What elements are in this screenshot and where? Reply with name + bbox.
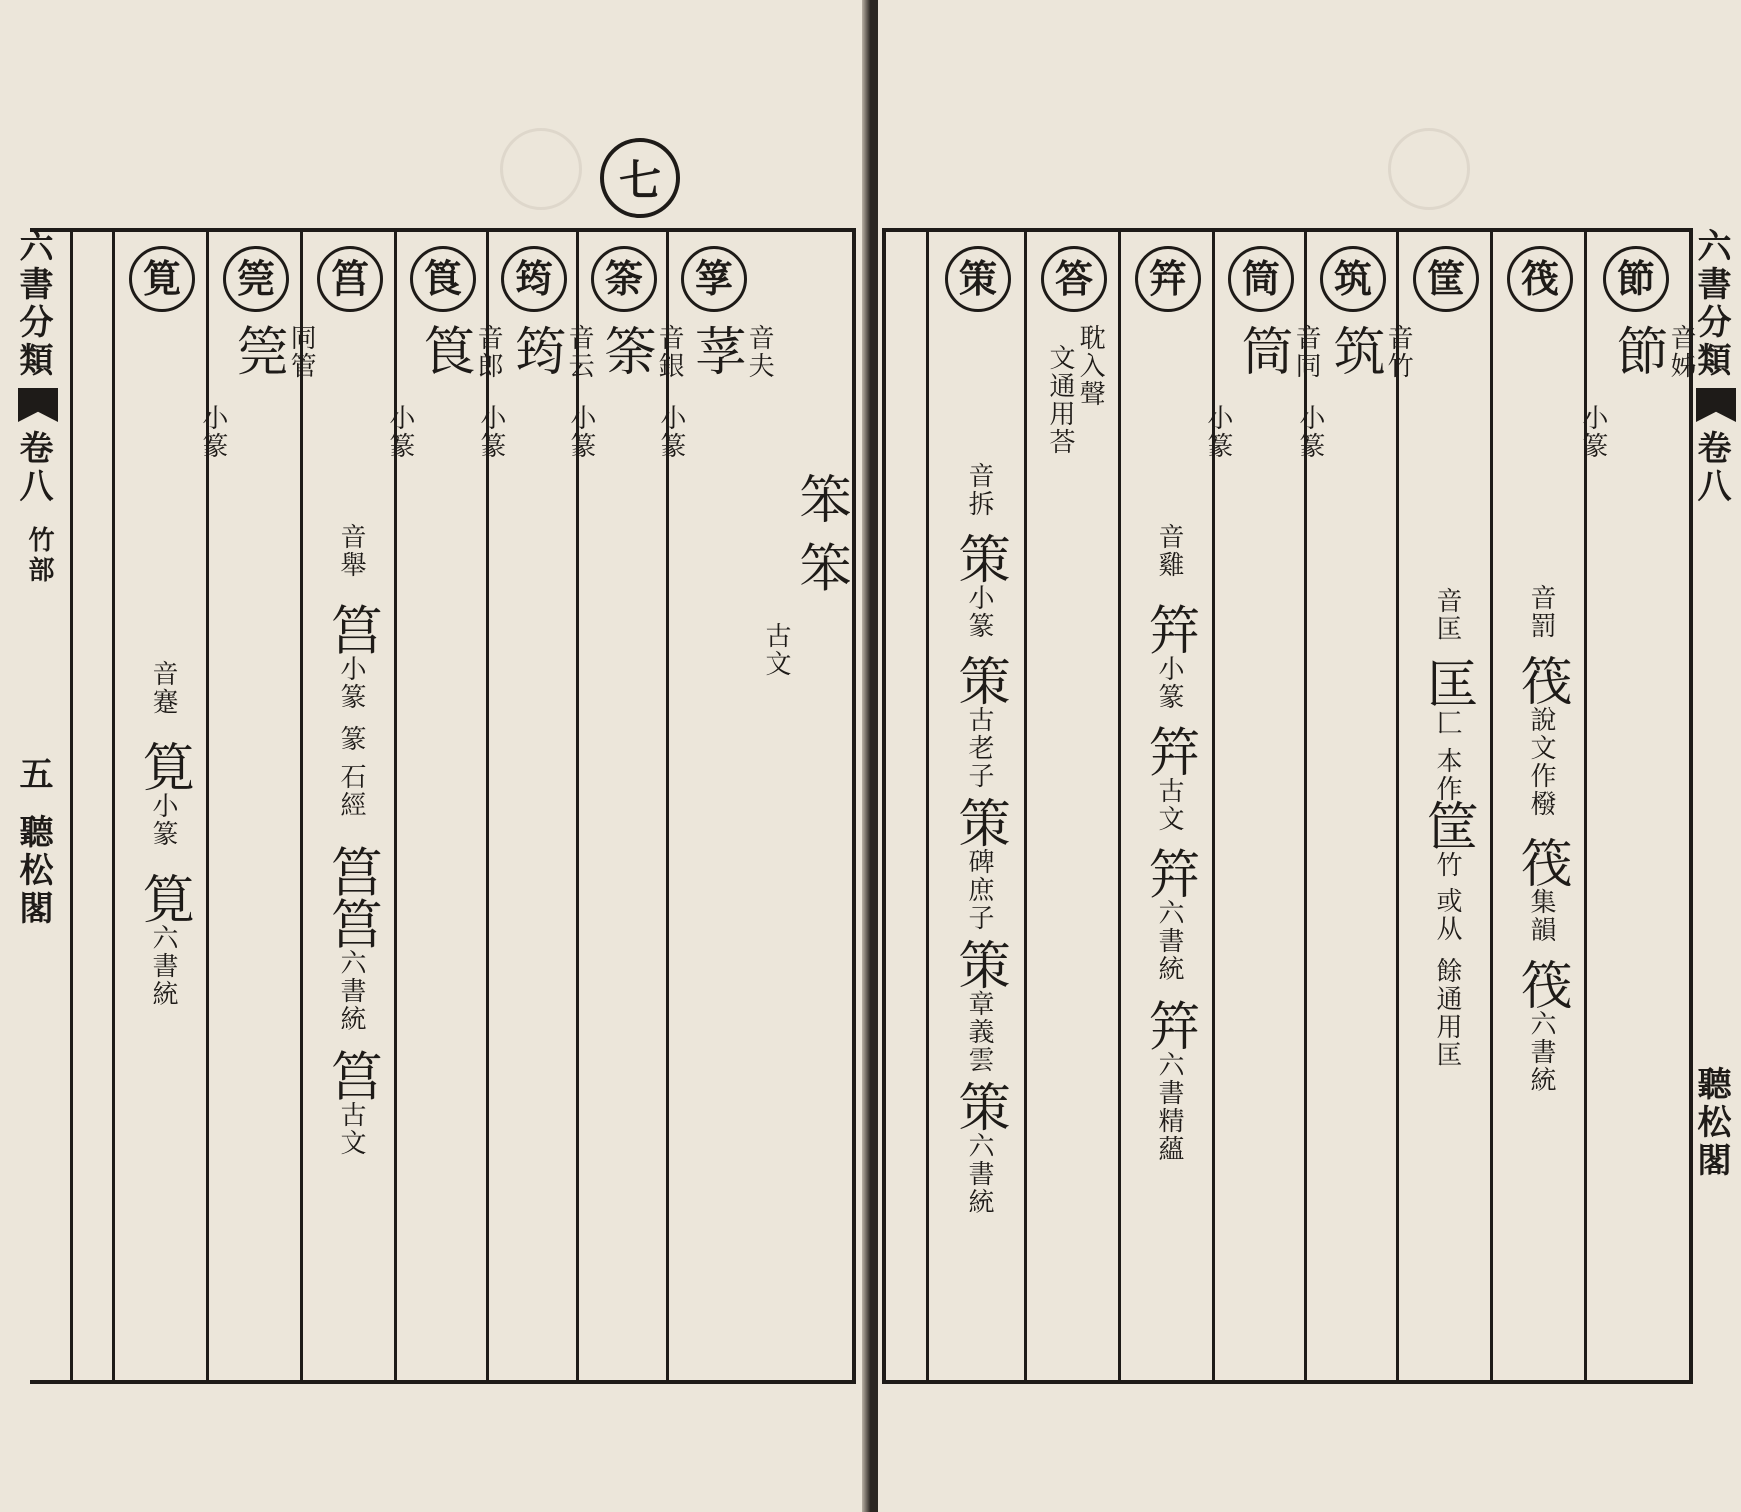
entry-seal-script: 策 xyxy=(949,796,1010,848)
entry-pronunciation: 音竹 xyxy=(1383,324,1414,380)
entry-note: 碑庶子 xyxy=(964,848,995,932)
right-margin-publisher: 聽松閣 xyxy=(1691,1066,1731,1180)
entry-pronunciation: 音姊 xyxy=(1666,324,1697,380)
entry-pronunciation: 音罰 xyxy=(1526,584,1557,640)
entry-head-char: 筤 xyxy=(410,246,476,312)
entry-note: 章義雲 xyxy=(964,990,995,1074)
entry-note: 小篆 xyxy=(655,404,686,460)
entry-column xyxy=(926,232,1027,1380)
entry-head-char: 筡 xyxy=(591,246,657,312)
entry-head-char: 筦 xyxy=(223,246,289,312)
fish-tail-icon xyxy=(1696,388,1736,422)
entry-seal-script: 筧 xyxy=(133,872,194,924)
entry-seal-script: 筒 xyxy=(1232,324,1293,376)
entry-seal-script: 篆 石經 xyxy=(336,725,367,820)
entry-head-char: 筓 xyxy=(1135,246,1201,312)
entry-note: 古文 xyxy=(336,1101,367,1157)
entry-head-char: 筥 xyxy=(317,246,383,312)
entry-seal-script: 筡 xyxy=(595,324,656,376)
left-page-frame xyxy=(30,228,856,1384)
entry-pronunciation: 音匡 xyxy=(1432,587,1463,643)
entry-column xyxy=(384,232,504,1380)
entry-seal-script: 筤 xyxy=(414,324,475,376)
entry-seal-script: 策 xyxy=(949,938,1010,990)
entry-note: 或从 xyxy=(1432,887,1463,943)
entry-note: 小篆 xyxy=(1577,404,1608,460)
entry-column xyxy=(112,232,209,1380)
entry-note: 小篆 xyxy=(148,792,179,848)
entry-seal-script: 筏 xyxy=(1511,654,1572,706)
left-margin-section: 竹部 xyxy=(24,526,54,586)
entry-note: 小篆 xyxy=(384,404,415,460)
entry-seal-script: 筥 xyxy=(321,1049,382,1101)
right-margin-volume: 卷八 xyxy=(1691,430,1731,506)
left-margin-title: 六書分類 xyxy=(13,228,53,380)
entry-column xyxy=(1024,232,1121,1380)
page-marker xyxy=(600,138,680,218)
entry-seal-script: 筦 xyxy=(227,324,288,376)
margin-divider xyxy=(70,232,115,1380)
entry-column xyxy=(1490,232,1587,1380)
entry-seal-script: 筏 xyxy=(1511,836,1572,888)
entry-head-char: 策 xyxy=(945,246,1011,312)
entry-note: 六書統 xyxy=(964,1132,995,1216)
page-marker-text: 七 xyxy=(618,156,661,205)
entry-head-char: 節 xyxy=(1603,246,1669,312)
entry-note: 古老子 xyxy=(964,706,995,790)
entry-seal-script: 筏 xyxy=(1511,958,1572,1010)
entry-seal-script: 節 xyxy=(1607,324,1668,376)
entry-note: 匚 本作 xyxy=(1432,709,1463,804)
entry-head-char: 筏 xyxy=(1507,246,1573,312)
entry-note: 小篆 xyxy=(1154,655,1185,711)
entry-seal-script: 策 xyxy=(949,654,1010,706)
right-margin-title: 六書分類 xyxy=(1691,228,1731,380)
entry-seal-script: 筥 xyxy=(321,603,382,655)
entry-seal-script: 筓 xyxy=(1139,999,1200,1051)
entry-seal-script: 筐 xyxy=(1417,799,1478,851)
entry-note: 小篆 xyxy=(565,404,596,460)
entry-note: 六書統 xyxy=(336,949,367,1033)
ghost-page-marker xyxy=(500,128,582,210)
entry-note: 竹 xyxy=(1432,851,1463,879)
entry-seal-script: 筓 xyxy=(1139,725,1200,777)
entry-seal-script: 筓 xyxy=(1139,603,1200,655)
entry-seal-script: 匡 xyxy=(1417,657,1478,709)
entry-note: 古文 xyxy=(760,622,791,678)
entry-seal-script: 筑 xyxy=(1324,324,1385,376)
entry-seal-script: 策 xyxy=(949,1080,1010,1132)
entry-pronunciation: 同管 xyxy=(286,324,317,380)
left-page xyxy=(0,0,870,1512)
ghost-page-marker xyxy=(1388,128,1470,210)
entry-pronunciation: 音拆 xyxy=(964,462,995,518)
entry-head-char: 答 xyxy=(1041,246,1107,312)
entry-note: 小篆 xyxy=(475,404,506,460)
left-margin-leaf: 五 xyxy=(13,756,53,794)
entry-pronunciation: 音銀 xyxy=(654,324,685,380)
entry-note: 小篆 xyxy=(1294,404,1325,460)
entry-seal-script: 筥 xyxy=(321,845,382,897)
entry-pronunciation: 音云 xyxy=(564,324,595,380)
entry-note: 古文 xyxy=(1154,777,1185,833)
entry-note: 六書精蘊 xyxy=(1154,1051,1185,1163)
entry-note: 小篆 xyxy=(1202,404,1233,460)
entry-note: 六書統 xyxy=(1526,1010,1557,1094)
entry-head-char: 筒 xyxy=(1228,246,1294,312)
entry-column xyxy=(1202,232,1322,1380)
entry-pronunciation: 音舉 xyxy=(336,523,367,579)
entry-head-char: 筠 xyxy=(501,246,567,312)
entry-seal-script: 策 xyxy=(949,532,1010,584)
entry-head-char: 筐 xyxy=(1413,246,1479,312)
entry-note: 說文作橃 xyxy=(1526,706,1557,818)
entry-note: 文通用荅 xyxy=(1045,344,1075,456)
entry-column xyxy=(1118,232,1215,1380)
right-page-frame xyxy=(882,228,1697,1384)
entry-note: 六書統 xyxy=(1154,899,1185,983)
entry-pronunciation: 音同 xyxy=(1291,324,1322,380)
entry-head-char: 筑 xyxy=(1320,246,1386,312)
entry-seal-script: 筧 xyxy=(133,740,194,792)
left-margin-publisher: 聽松閣 xyxy=(13,814,53,928)
entry-seal-script: 筠 xyxy=(505,324,566,376)
entry-seal-script: 笨 笨 xyxy=(790,472,851,593)
left-margin-volume: 卷八 xyxy=(13,430,53,506)
entry-note: 小篆 xyxy=(197,404,228,460)
entry-note: 餘通用匡 xyxy=(1432,957,1463,1069)
entry-note: 集韻 xyxy=(1526,888,1557,944)
entry-head-char: 筟 xyxy=(681,246,747,312)
entry-head-char: 筧 xyxy=(129,246,195,312)
entry-pronunciation: 音夫 xyxy=(744,324,775,380)
entry-note: 小篆 xyxy=(964,584,995,640)
entry-column xyxy=(1577,232,1697,1380)
entry-pronunciation: 音郎 xyxy=(473,324,504,380)
entry-note: 小篆 xyxy=(336,655,367,711)
entry-pronunciation: 音雞 xyxy=(1154,523,1185,579)
entry-seal-script: 莩 xyxy=(685,324,746,376)
entry-seal-script: 筥 xyxy=(321,897,382,949)
entry-seal-script: 筓 xyxy=(1139,847,1200,899)
entry-column xyxy=(197,232,317,1380)
entry-pronunciation: 音蹇 xyxy=(148,660,179,716)
entry-note: 六書統 xyxy=(148,924,179,1008)
entry-pronunciation: 耽入聲 xyxy=(1075,324,1106,408)
